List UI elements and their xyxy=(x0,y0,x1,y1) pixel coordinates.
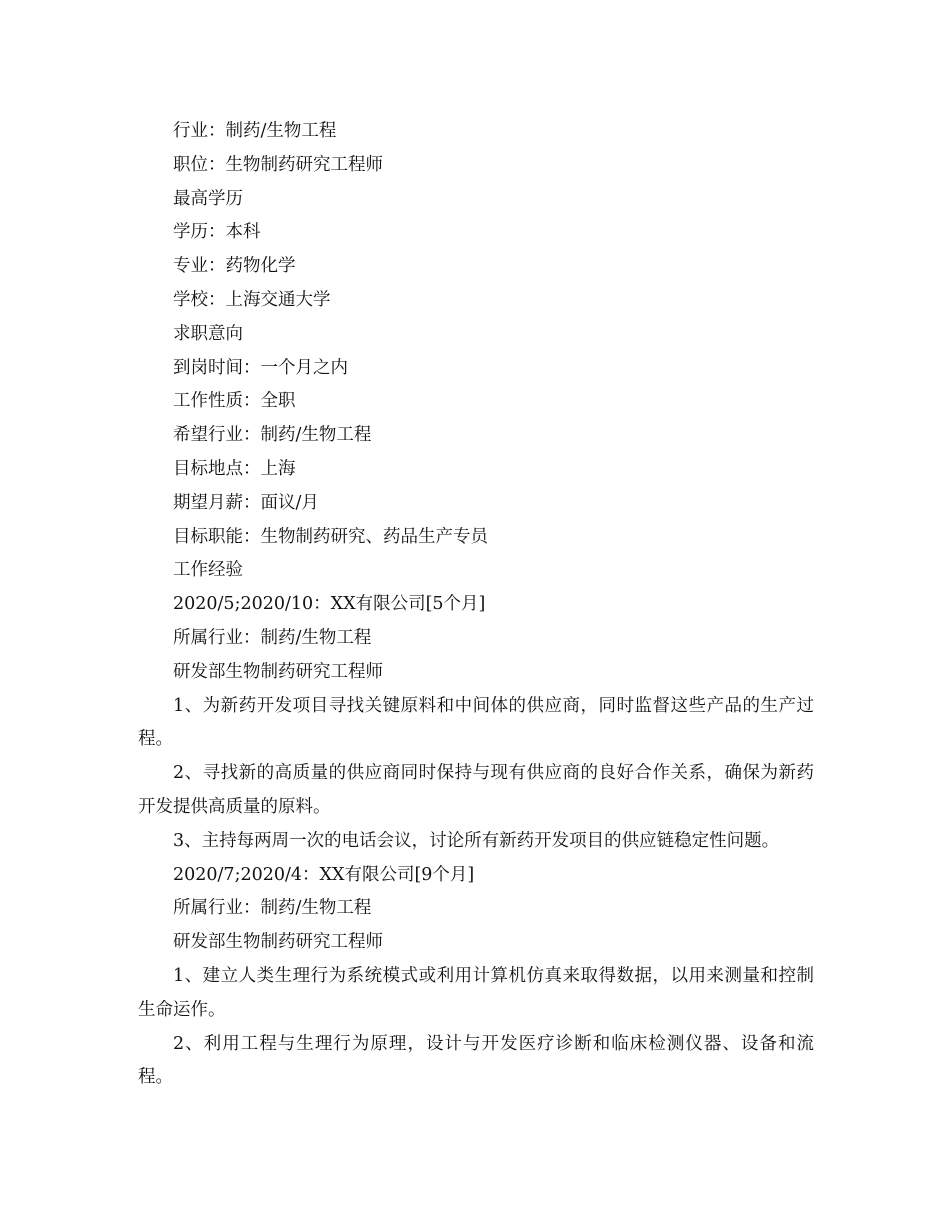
job1-duty: 2、寻找新的高质量的供应商同时保持与现有供应商的良好合作关系，确保为新药开发提供高质量的原料。 xyxy=(138,763,814,817)
job2-period-line: 2020/7;2020/4：XX有限公司[9个月] xyxy=(173,864,475,885)
job1-industry-line: 所属行业：制药/生物工程 xyxy=(173,627,372,648)
job1-duty: 3、主持每两周一次的电话会议，讨论所有新药开发项目的供应链稳定性问题。 xyxy=(173,830,780,851)
target-function-line: 目标职能：生物制药研究、药品生产专员 xyxy=(173,526,488,547)
job-intention-heading: 求职意向 xyxy=(173,323,243,344)
school-line: 学校：上海交通大学 xyxy=(173,289,331,310)
major-line: 专业：药物化学 xyxy=(173,256,296,277)
resume-document xyxy=(138,115,814,1095)
work-experience-heading: 工作经验 xyxy=(173,560,243,581)
job2-position-line: 研发部生物制药研究工程师 xyxy=(173,932,383,953)
degree-line: 学历：本科 xyxy=(173,222,261,243)
job1-position-line: 研发部生物制药研究工程师 xyxy=(173,661,383,682)
availability-line: 到岗时间：一个月之内 xyxy=(173,357,348,378)
position-line: 职位：生物制药研究工程师 xyxy=(173,154,383,175)
job1-period-line: 2020/5;2020/10：XX有限公司[5个月] xyxy=(173,594,486,615)
education-heading: 最高学历 xyxy=(173,188,243,209)
job2-duty: 1、建立人类生理行为系统模式或利用计算机仿真来取得数据，以用来测量和控制生命运作。 xyxy=(138,965,814,1020)
job2-duty: 2、利用工程与生理行为原理，设计与开发医疗诊断和临床检测仪器、设备和流程。 xyxy=(138,1033,814,1088)
expected-salary-line: 期望月薪：面议/月 xyxy=(173,492,319,513)
job1-duty: 1、为新药开发项目寻找关键原料和中间体的供应商，同时监督这些产品的生产过程。 xyxy=(138,695,814,750)
job2-industry-line: 所属行业：制药/生物工程 xyxy=(173,898,372,919)
desired-industry-line: 希望行业：制药/生物工程 xyxy=(173,425,372,446)
target-location-line: 目标地点：上海 xyxy=(173,458,296,479)
industry-line: 行业：制药/生物工程 xyxy=(173,121,337,141)
job-type-line: 工作性质：全职 xyxy=(173,391,296,412)
